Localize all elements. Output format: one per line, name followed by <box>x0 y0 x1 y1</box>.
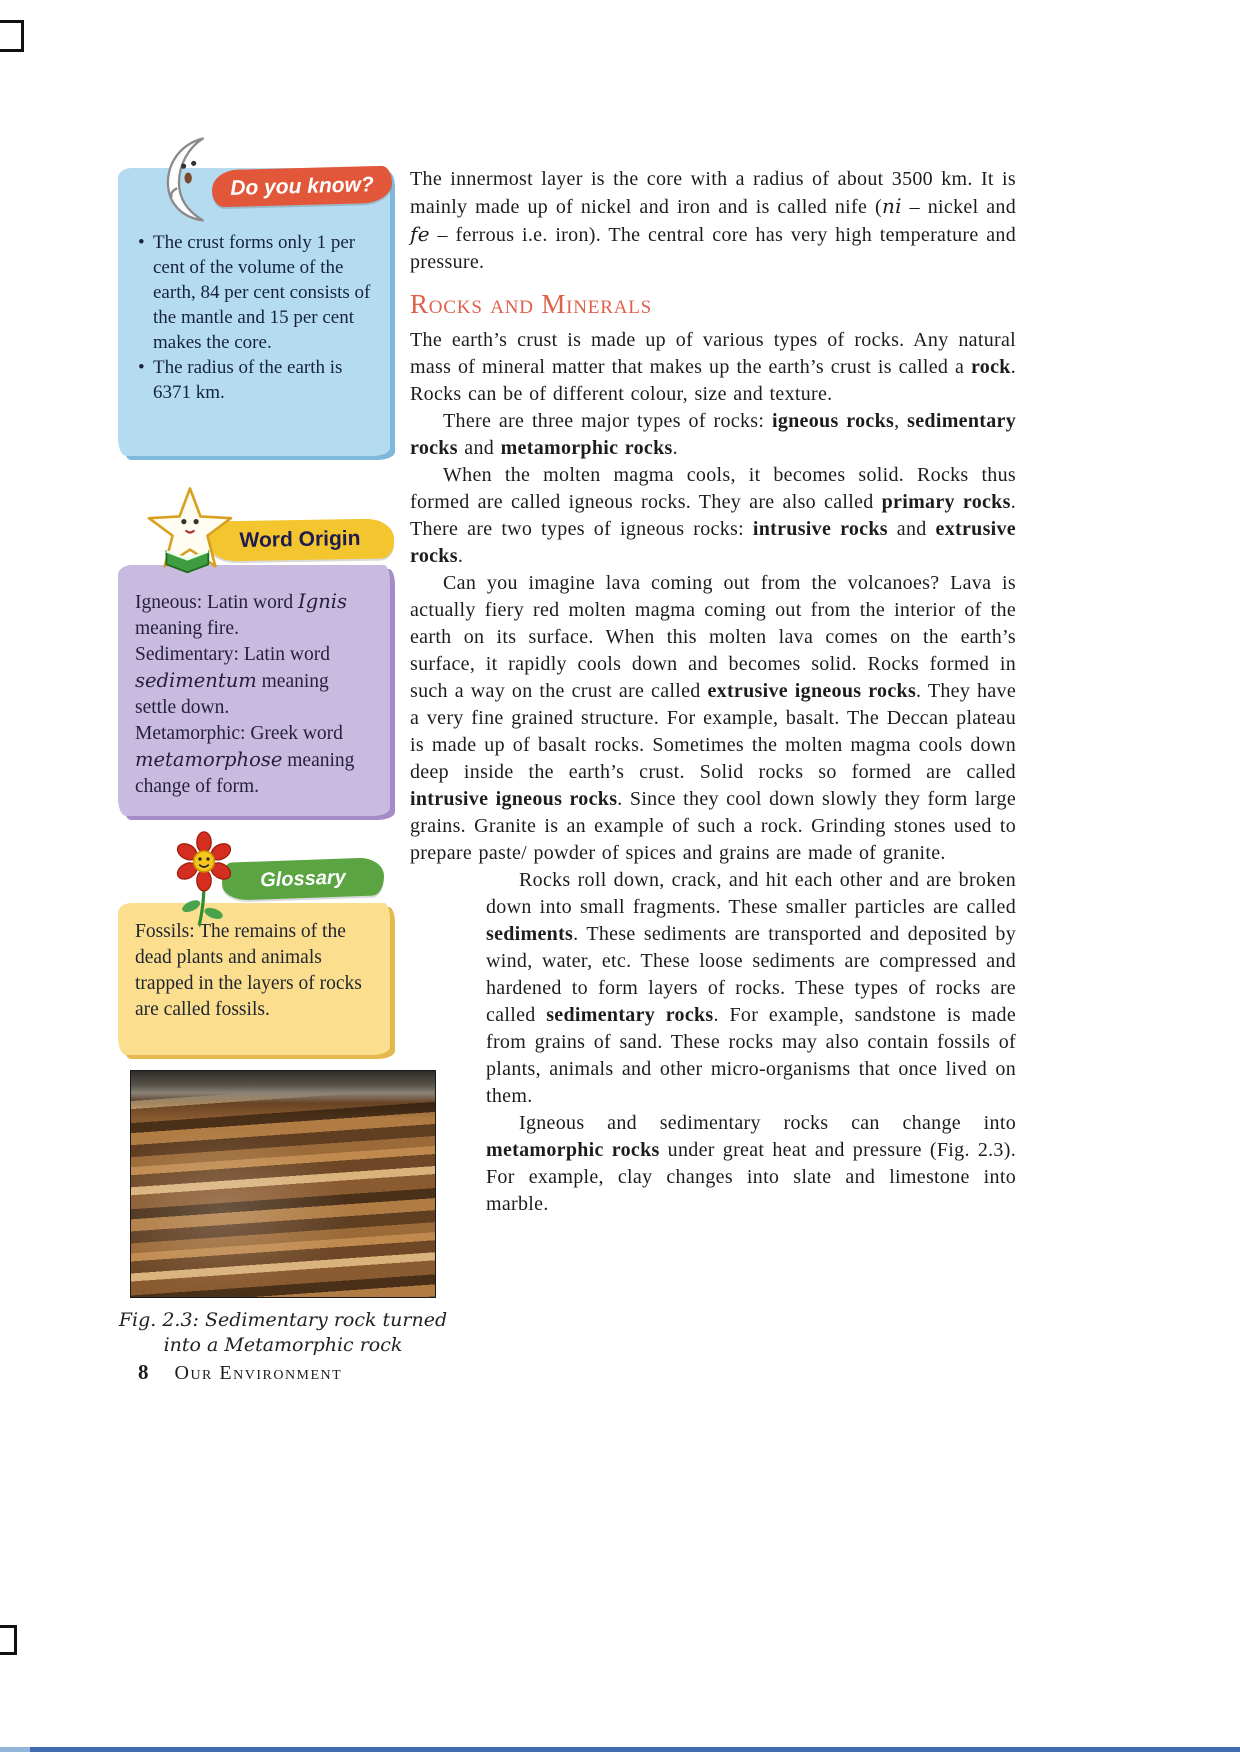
paragraph-sediments <box>410 867 1016 1110</box>
paragraph-rock-types: There are three major types of rocks: igneous rocks, sedimentary rocks and metamorphic rocks. <box>410 410 1016 459</box>
main-text-column <box>410 166 1016 1260</box>
page-footer <box>138 1360 342 1385</box>
do-you-know-banner-label: Do you know? <box>229 172 375 200</box>
word-origin-banner-label: Word Origin <box>239 526 361 553</box>
paragraph-crust: The earth’s crust is made up of various types of rocks. Any natural mass of mineral matter that makes up the earth’s crust is called a rock. Rocks can be of different colour, size and texture. <box>410 329 1016 405</box>
paragraph-sediments-text: Rocks roll down, crack, and hit each other and are broken down into small fragments. These smaller particles are called sediments. These sediments are transported and deposited by wind, water, etc. These loose sediments are compressed and hardened to form layers of rocks. These types of rocks are called sedimentary rocks. For example, sandstone is made from grains of sand. These rocks may also contain fossils of plants, animals and other micro-organisms that once lived on them. <box>486 869 1017 1107</box>
paragraph-lava: Can you imagine lava coming out from the volcanoes? Lava is actually fiery red molten magma coming out from the interior of the earth on its surface. When this molten lava comes on the earth’s surface, it rapidly cools down and becomes solid. Rocks formed in such a way on the crust are called extrusive igneous rocks. They have a very fine grained structure. For example, basalt. The Deccan plateau is made up of basalt rocks. Sometimes the molten magma cools down deep inside the earth’s crust. Solid rocks so formed are called intrusive igneous rocks. Since they cool down slowly they form large grains. Granite is an example of such a rock. Grinding stones used to prepare paste/ powder of spices and grains are made of granite. <box>410 572 1016 864</box>
paragraph-metamorphic: Igneous and sedimentary rocks can change into metamorphic rocks under great heat and pressure (Fig. 2.3). For example, clay changes into slate and limestone into marble. <box>486 1112 1016 1215</box>
word-origin-entry: Sedimentary: Latin word sedimentum meaning settle down. <box>135 644 330 718</box>
figure-wrap-spacer <box>410 948 486 1260</box>
crop-mark-bottom-left <box>0 1625 17 1655</box>
flower-icon <box>164 831 244 932</box>
do-you-know-item: • The crust forms only 1 per cent of the volume of the earth, 84 per cent consists of the mantle and 15 per cent makes the core. <box>135 230 373 355</box>
star-reading-icon <box>142 485 238 586</box>
do-you-know-box <box>118 168 390 456</box>
glossary-box <box>118 866 390 1055</box>
do-you-know-item: • The radius of the earth is 6371 km. <box>135 355 373 405</box>
crop-mark-top-left <box>0 20 24 52</box>
word-origin-body <box>118 565 390 816</box>
bottom-rule <box>0 1747 1240 1752</box>
footer-title: Our Environment <box>174 1362 343 1384</box>
paragraph-igneous: When the molten magma cools, it becomes solid. Rocks thus formed are called igneous rocks. They are also called primary rocks. There are two types of igneous rocks: intrusive rocks and extrusive rocks. <box>410 464 1016 567</box>
word-origin-entry: Metamorphic: Greek word metamorphose meaning change of form. <box>135 723 355 797</box>
glossary-text: Fossils: The remains of the dead plants and animals trapped in the layers of rocks are called fossils. <box>135 921 362 1020</box>
glossary-banner <box>221 857 384 901</box>
paragraph-core: The innermost layer is the core with a radius of about 3500 km. It is mainly made up of nickel and iron and is called nife (ni – nickel and fe – ferrous i.e. iron). The central core has very high temperature and pressure. <box>410 168 1017 273</box>
word-origin-box <box>118 526 390 816</box>
page-number: 8 <box>138 1360 149 1384</box>
crescent-moon-icon <box>144 133 236 230</box>
section-heading-rocks-and-minerals: Rocks and Minerals <box>410 289 652 319</box>
do-you-know-banner <box>212 166 393 208</box>
glossary-banner-label: Glossary <box>259 866 347 891</box>
figure-2-3 <box>118 1070 448 1358</box>
word-origin-entry: Igneous: Latin word Ignis meaning fire. <box>135 590 348 639</box>
sedimentary-rock-photo <box>130 1070 436 1298</box>
glossary-body <box>118 903 390 1055</box>
figure-caption: Fig. 2.3: Sedimentary rock turned into a Metamorphic rock <box>118 1309 448 1356</box>
